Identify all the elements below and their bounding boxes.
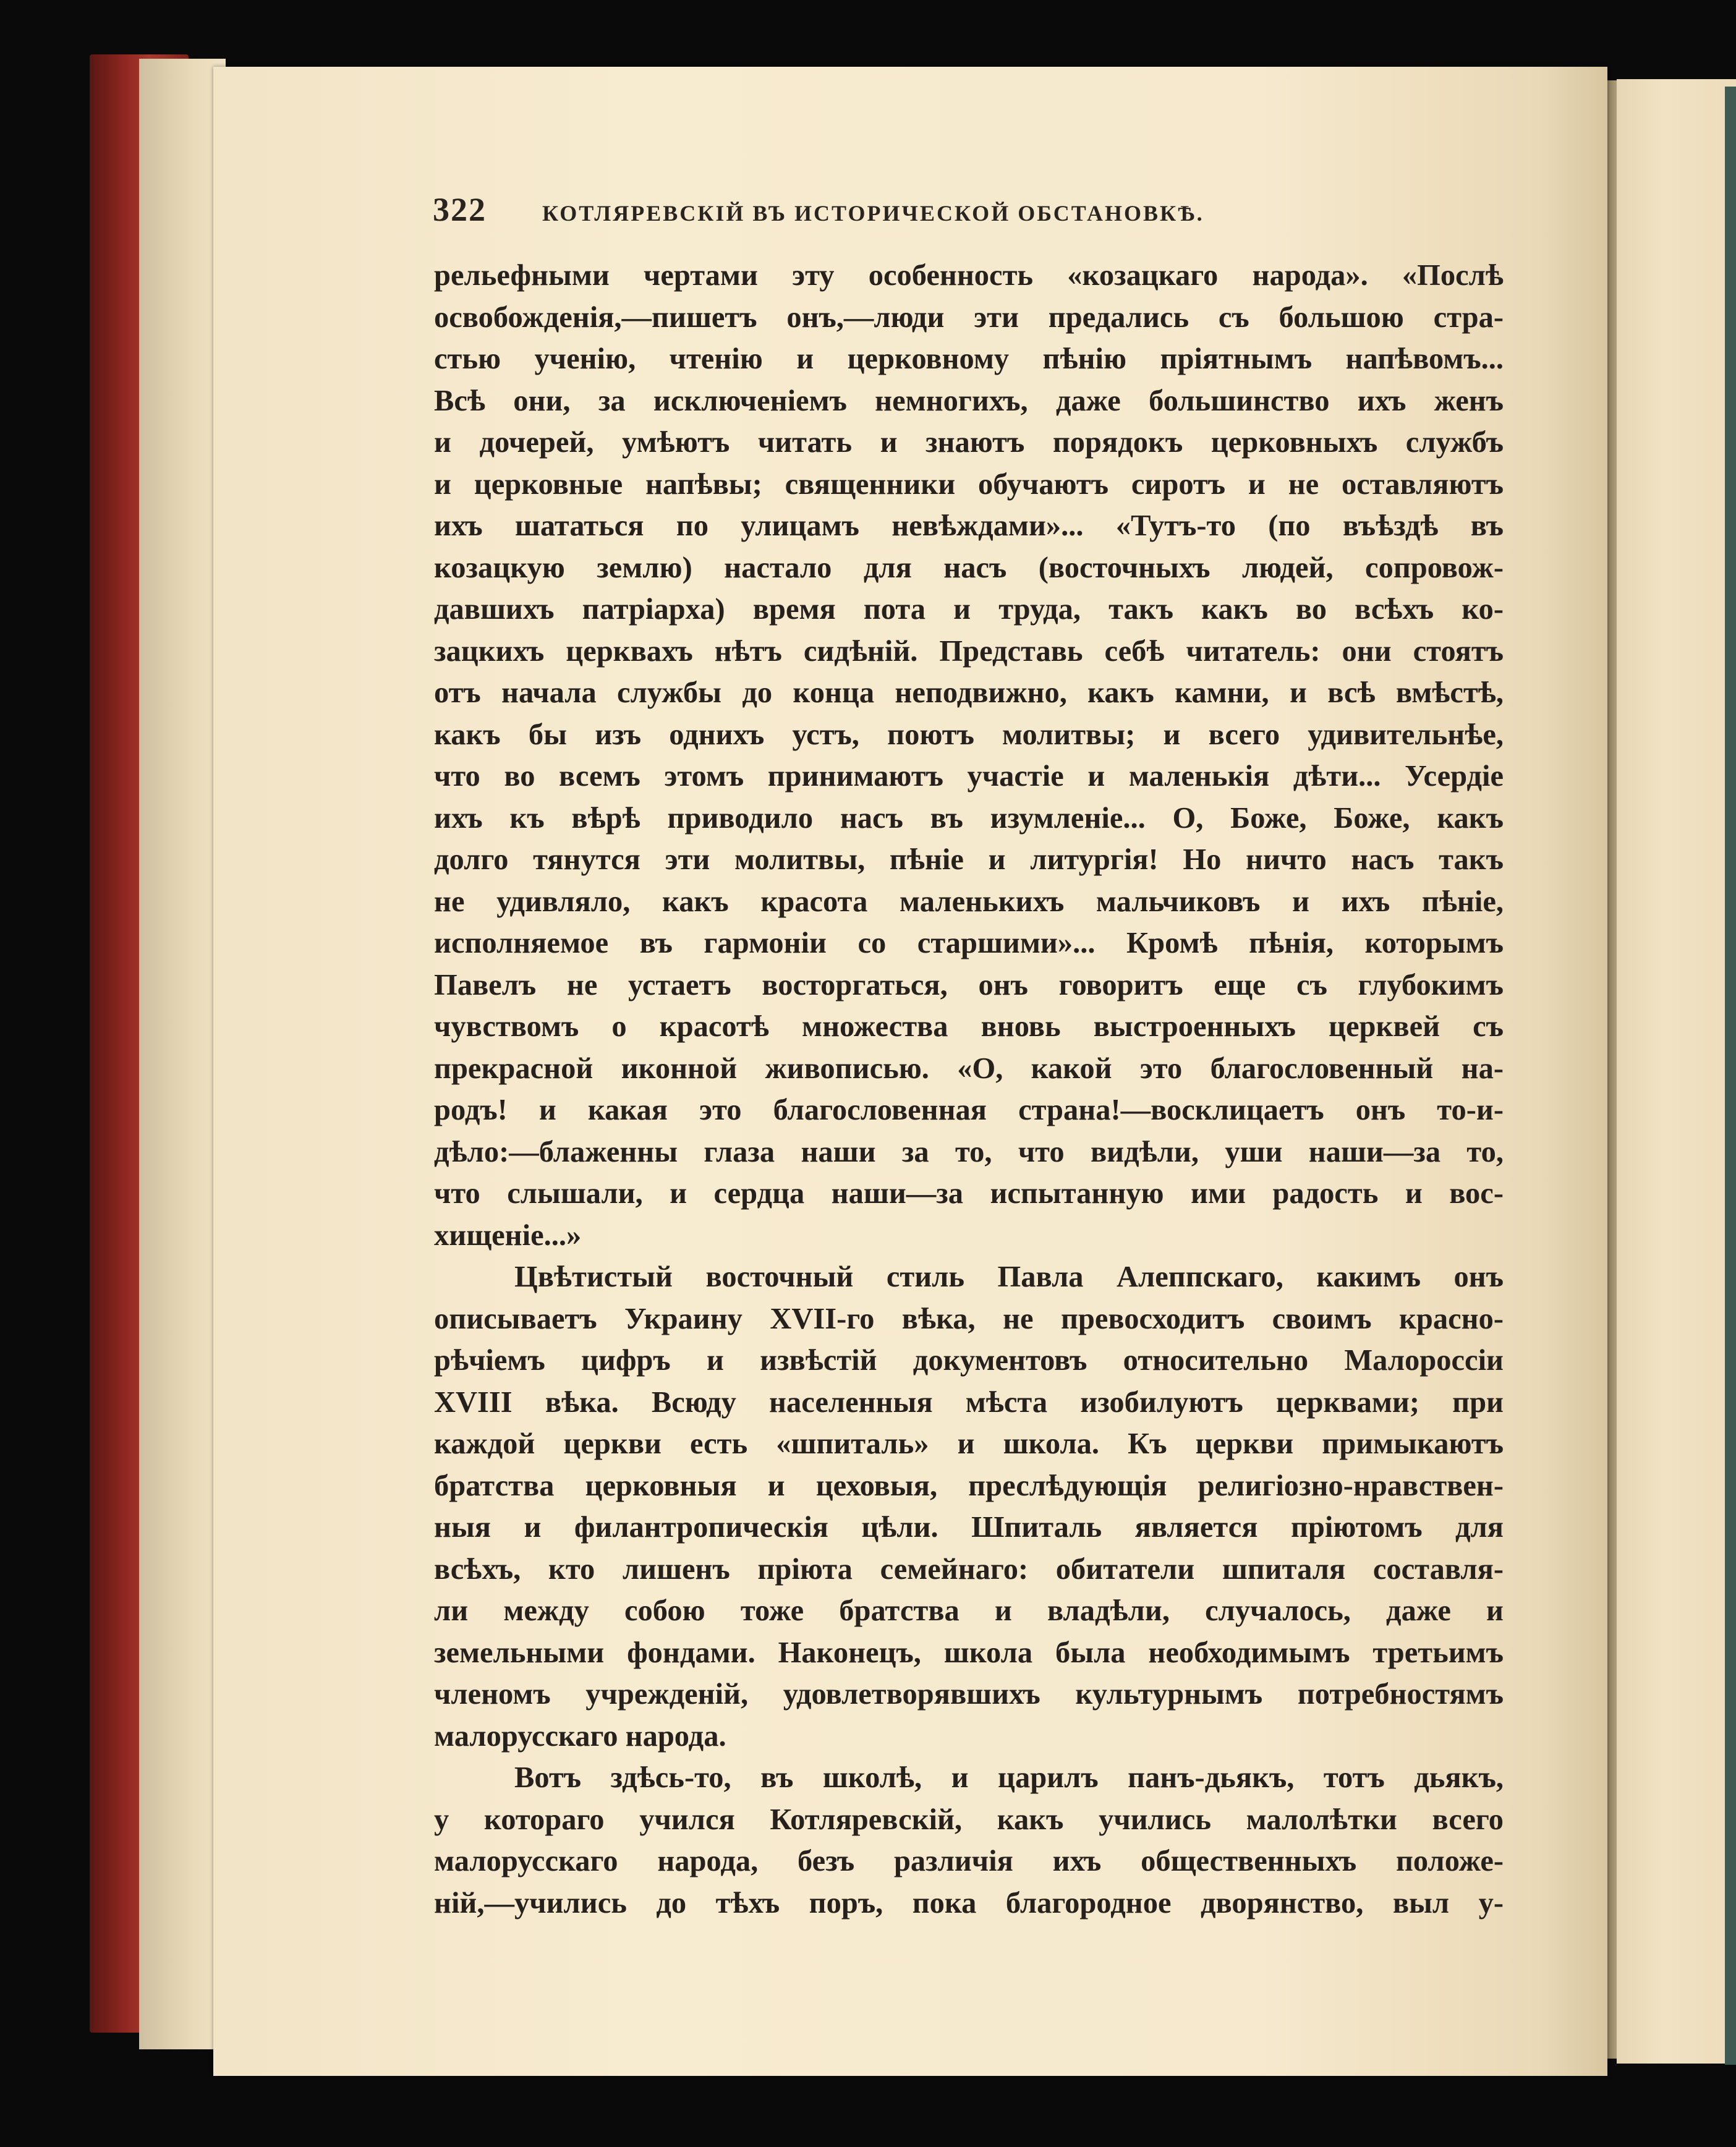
text-line: рельефными чертами эту особенность «козацкаго народа». «Послѣ — [434, 259, 1504, 292]
text-line: исполняемое въ гармоніи со старшими»... Кромѣ пѣнія, которымъ — [434, 927, 1504, 959]
page-number: 322 — [433, 191, 487, 228]
text-line: прекрасной иконной живописью. «О, какой это благословенный на- — [434, 1052, 1504, 1085]
text-line: долго тянутся эти молитвы, пѣніе и литургія! Но ничто насъ такъ — [434, 843, 1504, 876]
text-line: Цвѣтистый восточный стиль Павла Алеппскаго, какимъ онъ — [514, 1261, 1504, 1293]
text-line: освобожденія,—пишетъ онъ,—люди эти предались съ большою стра- — [434, 300, 1504, 334]
text-line: зацкихъ церквахъ нѣтъ сидѣній. Представь себѣ читатель: они стоятъ — [434, 634, 1504, 668]
text-line: Всѣ они, за исключеніемъ немногихъ, даже большинство ихъ женъ — [434, 384, 1504, 417]
text-line: малорусскаго народа. — [434, 1719, 726, 1753]
text-line: ли между собою тоже братства и владѣли, случалось, даже и — [434, 1594, 1504, 1627]
text-line: отъ начала службы до конца неподвижно, какъ камни, и всѣ вмѣстѣ, — [434, 676, 1504, 709]
text-line: рѣчіемъ цифръ и извѣстій документовъ относительно Малороссіи — [434, 1344, 1504, 1377]
page-header — [433, 190, 1521, 234]
text-line: родъ! и какая это благословенная страна!—восклицаетъ онъ то-и- — [434, 1094, 1504, 1126]
text-line: дѣло:—блаженны глаза наши за то, что видѣли, уши наши—за то, — [434, 1135, 1504, 1168]
text-line: Павелъ не устаетъ восторгаться, онъ говоритъ еще съ глубокимъ — [434, 968, 1504, 1001]
running-head: КОТЛЯРЕВСКІЙ ВЪ ИСТОРИЧЕСКОЙ ОБСТАНОВКѢ. — [542, 201, 1204, 226]
right-cover-edge — [1725, 87, 1736, 2065]
left-page-edge — [139, 59, 226, 2049]
text-line: какъ бы изъ однихъ устъ, поютъ молитвы; и всего удивительнѣе, — [434, 718, 1504, 751]
text-line: козацкую землю) настало для насъ (восточныхъ людей, сопровож- — [434, 551, 1504, 584]
text-line: и церковные напѣвы; священники обучаютъ сиротъ и не оставляютъ — [434, 467, 1504, 501]
text-line: земельными фондами. Наконецъ, школа была необходимымъ третьимъ — [434, 1636, 1504, 1669]
text-line: описываетъ Украину XVII-го вѣка, не превосходитъ своимъ красно- — [434, 1302, 1504, 1335]
text-line: всѣхъ, кто лишенъ пріюта семейнаго: обитатели шпиталя составля- — [434, 1552, 1504, 1586]
text-line: братства церковныя и цеховыя, преслѣдующія религіозно-нравствен- — [434, 1469, 1504, 1502]
body-text — [434, 255, 1504, 1924]
text-line: членомъ учрежденій, удовлетворявшихъ культурнымъ потребностямъ — [434, 1678, 1504, 1711]
text-line: ній,—учились до тѣхъ поръ, пока благородное дворянство, выл у- — [434, 1886, 1504, 1920]
text-line: не удивляло, какъ красота маленькихъ мальчиковъ и ихъ пѣніе, — [434, 885, 1504, 918]
text-line: давшихъ патріарха) время пота и труда, такъ какъ во всѣхъ ко- — [434, 593, 1504, 626]
text-line: ихъ шататься по улицамъ невѣждами»... «Тутъ-то (по въѣздѣ въ — [434, 509, 1504, 542]
text-line: Вотъ здѣсь-то, въ школѣ, и царилъ панъ-дьякъ, тотъ дьякъ, — [514, 1761, 1504, 1794]
text-line: стью ученію, чтенію и церковному пѣнію пріятнымъ напѣвомъ... — [434, 342, 1504, 375]
text-line: у котораго учился Котляревскій, какъ учились малолѣтки всего — [434, 1803, 1504, 1836]
text-line: каждой церкви есть «шпиталь» и школа. Къ церкви примыкаютъ — [434, 1427, 1504, 1460]
text-line: чувствомъ о красотѣ множества вновь выстроенныхъ церквей съ — [434, 1010, 1504, 1043]
text-line: ныя и филантропическія цѣли. Шпиталь является пріютомъ для — [434, 1511, 1504, 1544]
text-line: что во всемъ этомъ принимаютъ участіе и маленькія дѣти... Усердіе — [434, 760, 1504, 793]
right-page-strip — [1617, 79, 1736, 2064]
text-line: и дочерей, умѣютъ читать и знаютъ порядокъ церковныхъ службъ — [434, 426, 1504, 459]
text-line: что слышали, и сердца наши—за испытанную ими радость и вос- — [434, 1177, 1504, 1210]
text-line: XVIII вѣка. Всюду населенныя мѣста изобилуютъ церквами; при — [434, 1385, 1504, 1419]
text-line: хищеніе...» — [434, 1218, 582, 1252]
text-line: ихъ къ вѣрѣ приводило насъ въ изумленіе... О, Боже, Боже, какъ — [434, 801, 1504, 835]
text-line: малорусскаго народа, безъ различія ихъ общественныхъ положе- — [434, 1845, 1504, 1877]
